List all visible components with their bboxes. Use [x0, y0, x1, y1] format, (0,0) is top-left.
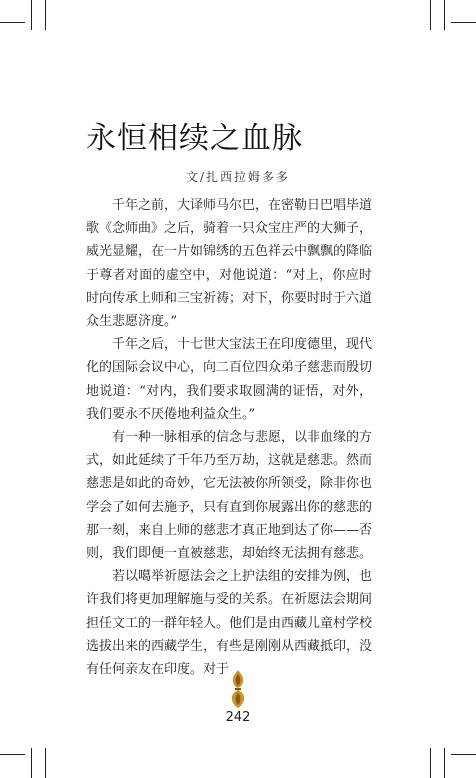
- crop-mark: [31, 0, 32, 30]
- crop-mark: [451, 22, 476, 23]
- crop-mark: [45, 748, 46, 778]
- page-number: 242: [225, 710, 251, 725]
- crop-mark: [430, 748, 431, 778]
- paragraph: 若以噶举祈愿法会之上护法组的安排为例，也许我们将更加理解施与受的关系。在祈愿法会期间担任文工的一群年轻人。他们是由西藏儿童村学校选拔出来的西藏学生，有些是刚刚从西藏抵印，没有任何亲友在印度。对于: [86, 569, 373, 678]
- crop-mark: [45, 0, 46, 30]
- lotus-ornament-icon: [228, 669, 248, 709]
- author-byline: 文/扎西拉姆多多: [185, 170, 291, 184]
- crop-mark: [0, 22, 25, 23]
- paragraph: 有一种一脉相承的信念与悲愿，以非血缘的方式，如此延续了千年乃至万劫，这就是慈悲。然而慈悲是如此的奇妙，它无法被你所领受，除非你也学会了如何去施予，只有直到你展露出你的慈悲的那一刻，来自上师的慈悲才真正地到达了你——否则，我们即便一直被慈悲，却始终无法拥有慈悲。: [86, 430, 373, 562]
- paragraph: 千年之后，十七世大宝法王在印度德里，现代化的国际会议中心，向二百位四众弟子慈悲而殷切地说道：“对内，我们要求取圆满的证悟，对外，我们要永不厌倦地利益众生。”: [86, 337, 373, 422]
- page-title: 永恒相续之血脉: [86, 121, 303, 156]
- crop-mark: [31, 748, 32, 778]
- crop-mark: [444, 748, 445, 778]
- paragraph: 千年之前，大译师马尔巴，在密勒日巴唱毕道歌《念师曲》之后，骑着一只众宝庄严的大狮子，威光显耀，在一片如锦绣的五色祥云中飘飘的降临于尊者对面的虚空中，对他说道：“对上，你应时时向传承上师和三宝祈祷；对下，你要时时于六道众生悲愿济度。”: [86, 198, 373, 330]
- article-body: [86, 194, 372, 681]
- crop-mark: [444, 0, 445, 30]
- crop-mark: [0, 754, 25, 755]
- crop-mark: [430, 0, 431, 30]
- crop-mark: [451, 754, 476, 755]
